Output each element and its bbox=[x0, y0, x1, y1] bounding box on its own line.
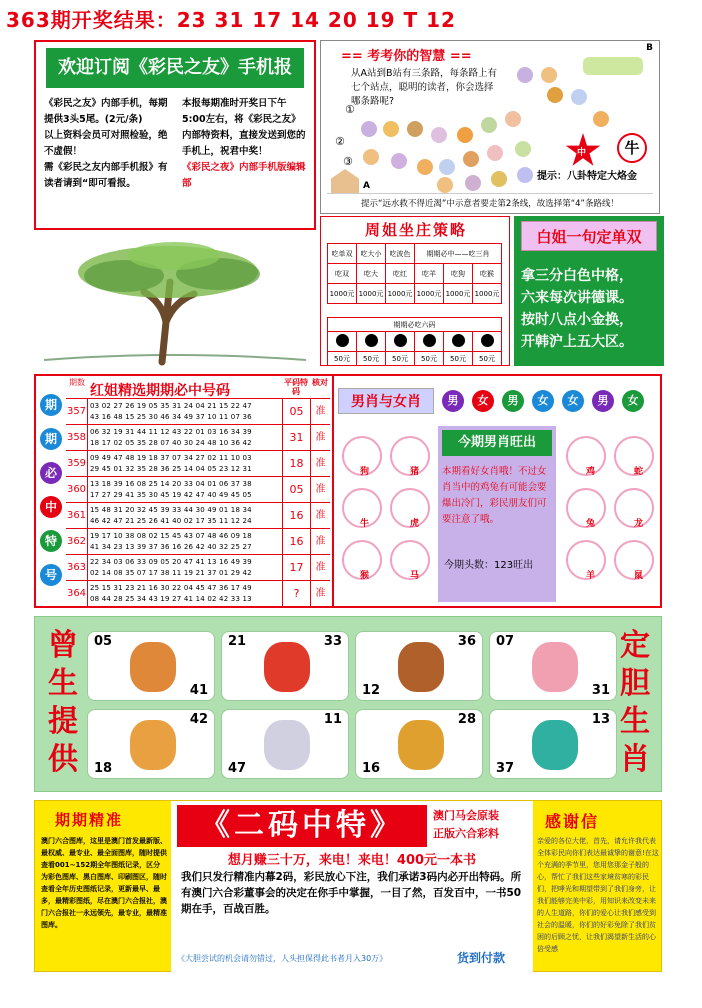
baijie-body bbox=[521, 265, 661, 353]
baijie-line: 拿三分白色中格， bbox=[521, 268, 633, 284]
table-row bbox=[66, 450, 330, 476]
cash-on-delivery-label: 货到付款 bbox=[457, 951, 506, 965]
zhouji-cell: 1000元 bbox=[357, 284, 386, 304]
male-zodiac-box bbox=[438, 426, 556, 602]
card-number: 28 bbox=[457, 712, 476, 727]
station-b-label: B bbox=[646, 43, 653, 53]
ad-footnote: 《大胆尝试的机会请勿错过，人头担保得此书者月入30万》 bbox=[177, 954, 388, 963]
side-char: 生 bbox=[620, 704, 650, 739]
ad-tag-2: 正版六合彩料 bbox=[433, 827, 499, 840]
row-code: ? bbox=[282, 581, 310, 607]
row-numbers-line: 25 15 31 23 21 16 30 22 04 45 47 36 17 49 bbox=[90, 584, 252, 592]
zhouji-cell: 吃猴 bbox=[473, 264, 502, 284]
card-number: 18 bbox=[94, 761, 113, 776]
side-ball: 号 bbox=[40, 564, 62, 586]
subscribe-left-p1: 《彩民之友》内部手机，每期提供3头5尾。(2元/条) bbox=[44, 98, 168, 125]
row-numbers-line: 08 44 28 25 34 43 19 27 41 14 02 42 33 13 bbox=[90, 595, 252, 603]
zhouji-header: 期期必中——吃三肖 bbox=[415, 244, 502, 264]
table-row bbox=[66, 424, 330, 450]
card-number: 41 bbox=[189, 683, 208, 698]
route-2-label: ② bbox=[335, 135, 345, 148]
zhouji-cell: 吃羊 bbox=[415, 264, 444, 284]
wisdom-puzzle-panel bbox=[320, 40, 660, 214]
snake-icon bbox=[532, 720, 578, 770]
row-numbers bbox=[90, 583, 278, 605]
black-dot-icon bbox=[365, 334, 378, 347]
animal-icon bbox=[407, 121, 423, 137]
zodiac-card-goat bbox=[221, 709, 349, 779]
side-ball: 中 bbox=[40, 496, 62, 518]
card-number: 11 bbox=[323, 712, 342, 727]
ad-title: 《二码中特》 bbox=[177, 805, 427, 847]
card-number: 05 bbox=[94, 634, 113, 649]
zhouji-cell: 50元 bbox=[473, 352, 502, 366]
black-dot-icon bbox=[423, 334, 436, 347]
animal-icon bbox=[517, 67, 533, 83]
zodiac-card-ox bbox=[87, 631, 215, 701]
row-period: 359 bbox=[66, 451, 88, 477]
zhouji-strategy-panel bbox=[320, 216, 510, 366]
side-ball: 期 bbox=[40, 428, 62, 450]
burst-star-label: 中 bbox=[577, 148, 587, 158]
zodiac-label: 虎 bbox=[410, 519, 420, 529]
wisdom-hint: 提示：八卦特定大烙金 bbox=[537, 171, 637, 182]
row-code: 18 bbox=[282, 451, 310, 477]
animal-icon bbox=[431, 127, 447, 143]
row-result: 准 bbox=[310, 503, 330, 529]
zhouji-cell: 1000元 bbox=[444, 284, 473, 304]
code-header: 平码特码 bbox=[284, 378, 308, 396]
zhouji-cell: 1000元 bbox=[328, 284, 357, 304]
row-result: 准 bbox=[310, 555, 330, 581]
thanks-letter-title: 感谢信 bbox=[545, 812, 600, 831]
zodiac-label: 兔 bbox=[586, 519, 596, 529]
zodiac-label: 马 bbox=[410, 571, 420, 581]
row-numbers-line: 22 34 03 06 33 09 05 20 47 41 13 16 49 39 bbox=[90, 558, 252, 566]
row-numbers-line: 19 17 10 38 08 02 15 45 43 07 48 46 09 18 bbox=[90, 532, 252, 540]
zodiac-card-snake bbox=[489, 709, 617, 779]
animal-icon bbox=[487, 145, 503, 161]
side-char: 定 bbox=[620, 628, 650, 663]
card-number: 13 bbox=[591, 712, 610, 727]
thanks-letter-body: 亲爱的各位大佬，首先，请允许我代表全体彩民向你们表达最诚挚的谢意!在这个充满的季节里，您用您那金子般的心，帮忙了我们这些家境贫寒的彩民们，把哮光和期望带到了我们身旁，让我们能够完美中彩，用知识来改变未来的人生道路，你们的爱心让我们感受到社会的温暖，你们的好彩免除了我们贫困的后顾之忧，让我们渴望新生活的心倍受感 bbox=[537, 837, 659, 953]
row-numbers bbox=[90, 401, 278, 423]
zodiac-label: 猪 bbox=[410, 467, 420, 477]
animal-icon bbox=[437, 177, 453, 193]
male-zodiac-box-text: 本期看好女肖哦！不过女肖当中的鸡兔有可能会要爆出冷门，彩民朋友们可要注意了哦。 bbox=[442, 466, 547, 525]
row-code: 05 bbox=[282, 477, 310, 503]
row-result: 准 bbox=[310, 399, 330, 425]
row-result: 准 bbox=[310, 477, 330, 503]
card-number: 21 bbox=[228, 634, 247, 649]
side-ball-column bbox=[36, 376, 66, 606]
row-result: 准 bbox=[310, 451, 330, 477]
check-header: 核对 bbox=[312, 378, 328, 387]
zhouji-header: 吃单双 bbox=[328, 244, 357, 264]
row-code: 17 bbox=[282, 555, 310, 581]
subscribe-panel bbox=[34, 40, 316, 230]
gender-ball: 女 bbox=[532, 390, 554, 412]
zodiac-label: 鸡 bbox=[586, 467, 596, 477]
zhouji-cell: 50元 bbox=[415, 352, 444, 366]
zhouji-cell: 1000元 bbox=[386, 284, 415, 304]
animal-icon bbox=[439, 159, 455, 175]
row-numbers bbox=[90, 505, 278, 527]
hongjie-title: 红姐精选期期必中号码 bbox=[90, 383, 230, 399]
animal-icon bbox=[457, 127, 473, 143]
zhouji-six-code-table bbox=[327, 317, 502, 366]
row-numbers-line: 18 17 02 05 35 28 07 40 30 24 48 10 36 42 bbox=[90, 439, 252, 447]
card-number: 33 bbox=[323, 634, 342, 649]
zhouji-cell: 吃红 bbox=[386, 264, 415, 284]
ad-body: 我们只发行精准内幕2码，彩民放心下注，我们承诺3码内必开出特码。所有澳门六合彩董事会的决定在你手中掌握，一目了然，百发百中，一书50期在手，百战百胜。 bbox=[181, 871, 522, 915]
row-numbers-line: 41 34 23 13 39 37 36 16 26 42 40 32 25 27 bbox=[90, 543, 252, 551]
row-numbers-line: 03 02 27 26 19 05 35 31 24 04 21 15 22 47 bbox=[90, 402, 252, 410]
subscribe-title: 欢迎订阅《彩民之友》手机报 bbox=[46, 48, 304, 88]
row-period: 357 bbox=[66, 399, 88, 425]
row-period: 358 bbox=[66, 425, 88, 451]
row-numbers-line: 17 27 29 41 35 30 45 19 42 47 40 49 45 05 bbox=[90, 491, 252, 499]
card-number: 47 bbox=[228, 761, 247, 776]
zodiac-card-tiger bbox=[355, 709, 483, 779]
black-dot-icon bbox=[394, 334, 407, 347]
row-period: 364 bbox=[66, 581, 88, 607]
row-numbers-line: 06 32 19 31 44 11 12 43 22 01 03 16 34 39 bbox=[90, 428, 252, 436]
ad-tag-1: 澳门马会原装 bbox=[433, 809, 499, 822]
row-code: 05 bbox=[282, 399, 310, 425]
zhouji-cell: 50元 bbox=[328, 352, 357, 366]
zodiac-label: 猴 bbox=[360, 571, 370, 581]
zhouji-header: 吃大小 bbox=[357, 244, 386, 264]
row-period: 362 bbox=[66, 529, 88, 555]
row-numbers-line: 09 49 47 48 19 18 37 07 34 27 02 11 10 03 bbox=[90, 454, 252, 462]
zhouji-cell: 吃狗 bbox=[444, 264, 473, 284]
zodiac-label: 牛 bbox=[360, 519, 370, 529]
animal-icon bbox=[417, 159, 433, 175]
zodiac-card-rooster bbox=[221, 631, 349, 701]
row-numbers-line: 13 18 39 16 08 25 14 20 33 04 01 06 37 38 bbox=[90, 480, 252, 488]
animal-icon bbox=[481, 117, 497, 133]
wisdom-question: 从A站到B站有三条路，每条路上有七个站点，聪明的读者，你会选择哪条路呢? bbox=[351, 68, 498, 107]
row-numbers-line: 46 42 47 21 25 26 41 40 02 17 35 11 12 24 bbox=[90, 517, 252, 525]
card-number: 42 bbox=[189, 712, 208, 727]
card-number: 16 bbox=[362, 761, 381, 776]
animal-icon bbox=[505, 111, 521, 127]
ad-slogan: 想月赚三十万，来电！来电！400元一本书 bbox=[227, 853, 477, 868]
card-number: 12 bbox=[362, 683, 381, 698]
table-row bbox=[66, 502, 330, 528]
animal-icon bbox=[463, 151, 479, 167]
black-dot-icon bbox=[481, 334, 494, 347]
baijie-line: 六来每次讲德课。 bbox=[521, 290, 633, 306]
tree-illustration bbox=[34, 232, 316, 372]
route-3-label: ③ bbox=[343, 155, 353, 168]
zhouji-header: 吃波色 bbox=[386, 244, 415, 264]
subscribe-right-p2: 《彩民之夜》内部手机版编辑部 bbox=[182, 162, 306, 189]
answer-char: 牛 bbox=[617, 133, 647, 163]
header-bar bbox=[0, 0, 702, 38]
wisdom-title: == 考考你的智慧 == bbox=[341, 49, 472, 64]
gender-zodiac-panel bbox=[332, 376, 662, 606]
zodiac-label: 龙 bbox=[634, 519, 644, 529]
zodiac-label: 狗 bbox=[360, 467, 370, 477]
table-row bbox=[66, 580, 330, 606]
row-numbers-line: 29 45 01 32 35 28 36 25 14 04 05 23 12 31 bbox=[90, 465, 252, 473]
row-numbers-line: 02 14 08 35 07 17 38 11 19 21 37 01 29 42 bbox=[90, 569, 252, 577]
side-char: 肖 bbox=[620, 742, 650, 777]
male-zodiac-count: 今期头数：123旺出 bbox=[444, 560, 534, 571]
animal-icon bbox=[361, 121, 377, 137]
rat-icon bbox=[130, 720, 176, 770]
animal-icon bbox=[541, 67, 557, 83]
baijie-title: 白姐一句定单双 bbox=[521, 221, 657, 251]
house-a-icon bbox=[331, 169, 359, 193]
wisdom-footer: 提示“远水救不得近渴”中示意者要走第2条线，故选择第“4”条路线！ bbox=[327, 193, 653, 209]
black-dot-icon bbox=[336, 334, 349, 347]
black-dot-icon bbox=[452, 334, 465, 347]
animal-icon bbox=[571, 89, 587, 105]
ad-center-panel bbox=[171, 801, 533, 973]
row-numbers bbox=[90, 557, 278, 579]
animal-icon bbox=[515, 141, 531, 157]
zhouji-cell: 吃大 bbox=[357, 264, 386, 284]
gender-ball: 男 bbox=[592, 390, 614, 412]
row-numbers bbox=[90, 531, 278, 553]
subscribe-left-p2: 以上资料会员可对照检验，绝不虚假！ bbox=[44, 130, 168, 157]
gender-ball: 男 bbox=[502, 390, 524, 412]
gender-ball: 女 bbox=[562, 390, 584, 412]
animal-icon bbox=[517, 167, 533, 183]
card-number: 36 bbox=[457, 634, 476, 649]
ad-left-body: 澳门六合图库，这里是澳门首发最新版、最权威、最专业、最全面图库，随时提供查看001~152期全年图纸记录，区分为彩色图库、黑白图库、印刷图区，随时查看全年历史图纸记录，更新最早、最多，最精彩图纸，尽在澳门六合报社，澳门六合报社一永远领先，最专业，最精准图库。 bbox=[41, 837, 167, 929]
zodiac-card-horse bbox=[355, 631, 483, 701]
animal-icon bbox=[465, 175, 481, 191]
side-ball: 特 bbox=[40, 530, 62, 552]
baijie-panel bbox=[514, 216, 664, 366]
table-row bbox=[66, 528, 330, 554]
male-zodiac-box-title: 今期男肖旺出 bbox=[442, 430, 552, 456]
zhouji-title: 周姐坐庄策略 bbox=[364, 221, 467, 239]
zhouji-sub-header: 期期必吃六码 bbox=[328, 318, 502, 332]
animal-icon bbox=[491, 171, 507, 187]
table-row bbox=[66, 554, 330, 580]
card-number: 07 bbox=[496, 634, 515, 649]
zhouji-table bbox=[327, 243, 502, 304]
gender-ball: 女 bbox=[472, 390, 494, 412]
hongjie-section bbox=[34, 374, 662, 608]
row-result: 准 bbox=[310, 425, 330, 451]
zodiac-label: 蛇 bbox=[634, 467, 644, 477]
subscribe-left-p3: 需《彩民之友内部手机报》有读者请到“即可看报。 bbox=[44, 162, 168, 189]
period-header: 期数 bbox=[69, 378, 85, 387]
zodiac-cards-section bbox=[34, 616, 662, 792]
row-numbers-line: 43 16 48 15 25 30 46 34 49 37 10 11 07 36 bbox=[90, 413, 252, 421]
zhouji-cell: 吃双 bbox=[328, 264, 357, 284]
row-numbers-line: 15 48 31 20 32 45 39 33 44 30 49 01 18 34 bbox=[90, 506, 252, 514]
rooster-icon bbox=[264, 642, 310, 692]
zodiac-card-pig bbox=[489, 631, 617, 701]
zhouji-cell: 1000元 bbox=[473, 284, 502, 304]
row-period: 363 bbox=[66, 555, 88, 581]
house-b-icon bbox=[583, 57, 643, 75]
row-numbers bbox=[90, 479, 278, 501]
row-result: 准 bbox=[310, 529, 330, 555]
ox-icon bbox=[130, 642, 176, 692]
row-result: 准 bbox=[310, 581, 330, 607]
row-period: 361 bbox=[66, 503, 88, 529]
animal-icon bbox=[593, 111, 609, 127]
side-char: 胆 bbox=[620, 666, 650, 701]
zodiac-label: 羊 bbox=[586, 571, 596, 581]
zodiac-label: 鼠 bbox=[634, 571, 644, 581]
row-numbers bbox=[90, 453, 278, 475]
row-code: 31 bbox=[282, 425, 310, 451]
zhouji-cell: 50元 bbox=[444, 352, 473, 366]
table-row bbox=[66, 398, 330, 424]
gender-zodiac-title: 男肖与女肖 bbox=[338, 388, 434, 414]
draw-result-title: 363期开奖结果：23 31 17 14 20 19 T 12 bbox=[6, 8, 456, 32]
station-a-label: A bbox=[363, 181, 370, 191]
subscribe-right-text bbox=[182, 96, 310, 192]
card-number: 31 bbox=[591, 683, 610, 698]
side-char: 提 bbox=[48, 704, 78, 739]
gender-ball: 男 bbox=[442, 390, 464, 412]
side-ball: 必 bbox=[40, 462, 62, 484]
subscribe-right-p1: 本报每期准时开奖日下午5:00左右，将《彩民之友》内部特资料，直接发送到您的手机上，祝君中奖！ bbox=[182, 98, 306, 157]
zhouji-cell: 50元 bbox=[357, 352, 386, 366]
table-row bbox=[66, 476, 330, 502]
animal-icon bbox=[383, 121, 399, 137]
side-ball: 期 bbox=[40, 394, 62, 416]
animal-icon bbox=[363, 149, 379, 165]
baijie-line: 按时八点小金换， bbox=[521, 312, 633, 328]
row-code: 16 bbox=[282, 529, 310, 555]
row-code: 16 bbox=[282, 503, 310, 529]
subscribe-left-text bbox=[44, 96, 176, 192]
baijie-line: 开韩沪上五大区。 bbox=[521, 334, 633, 350]
pig-icon bbox=[532, 642, 578, 692]
row-numbers bbox=[90, 427, 278, 449]
animal-icon bbox=[547, 87, 563, 103]
animal-icon bbox=[391, 153, 407, 169]
route-1-label: ① bbox=[345, 103, 355, 116]
row-period: 360 bbox=[66, 477, 88, 503]
zodiac-card-rat bbox=[87, 709, 215, 779]
side-char: 生 bbox=[48, 666, 78, 701]
right-side-text bbox=[615, 627, 655, 779]
horse-icon bbox=[398, 642, 444, 692]
zhouji-cell: 1000元 bbox=[415, 284, 444, 304]
card-number: 37 bbox=[496, 761, 515, 776]
ad-left-title: 期期精准 bbox=[55, 811, 124, 829]
tiger-icon bbox=[398, 720, 444, 770]
zhouji-cell: 50元 bbox=[386, 352, 415, 366]
left-side-text bbox=[43, 627, 83, 779]
gender-ball: 女 bbox=[622, 390, 644, 412]
side-char: 供 bbox=[48, 742, 78, 777]
goat-icon bbox=[264, 720, 310, 770]
side-char: 曾 bbox=[48, 628, 78, 663]
book-ad-section bbox=[34, 800, 662, 972]
